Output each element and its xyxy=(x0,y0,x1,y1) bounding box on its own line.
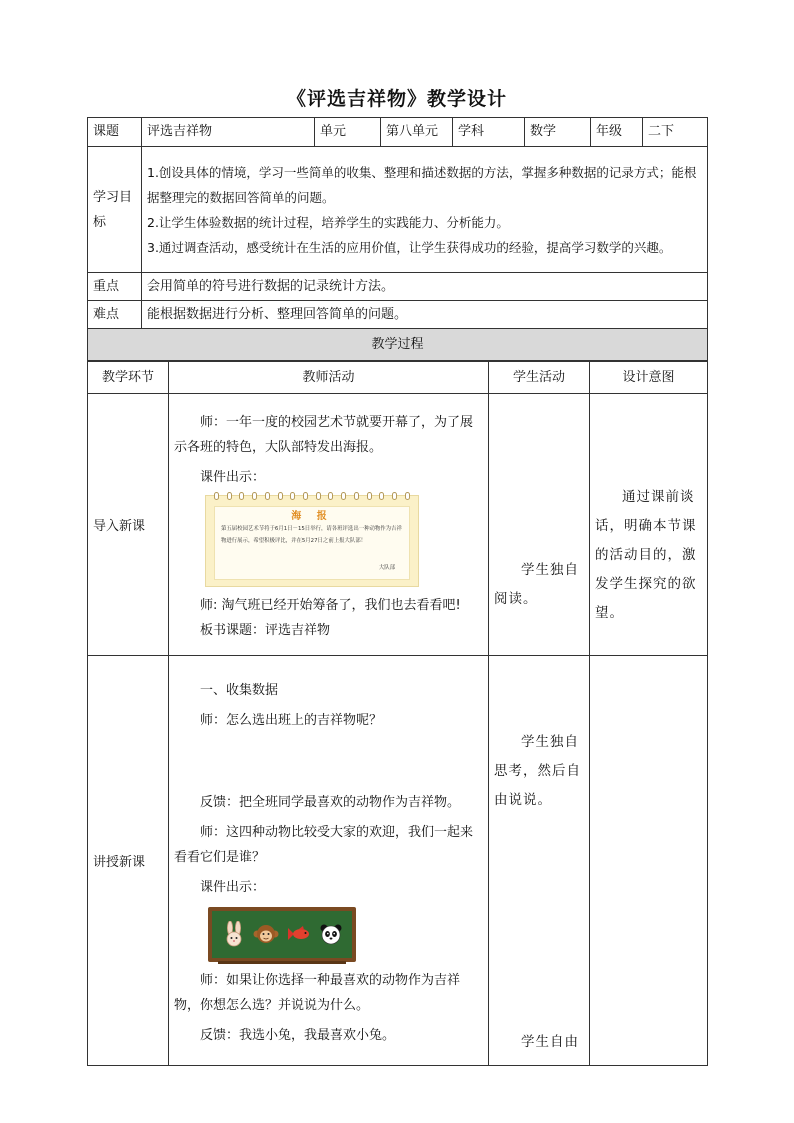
poster-body: 第五届校园艺术节将于6月1日－15日举行，请各班评选出一种动物作为吉祥物进行展示，希望积极评比，并在5月27日之前上报大队部！ xyxy=(221,526,402,544)
process-section-title: 教学过程 xyxy=(88,329,708,361)
intro-student-activity xyxy=(489,394,590,656)
teach-student-text-1: 学生独自思考，然后自由说说。 xyxy=(494,733,581,808)
unit-value: 第八单元 xyxy=(381,118,453,147)
difficulty-text: 能根据数据进行分析、整理回答简单的问题。 xyxy=(142,301,708,329)
intro-text-4: 板书课题：评选吉祥物 xyxy=(200,623,331,638)
poster-rings xyxy=(214,492,410,500)
intro-intent-text: 通过课前谈话，明确本节课的活动目的，激发学生探究的欲望。 xyxy=(595,488,697,621)
teach-text-6: 师：如果让你选择一种最喜欢的动物作为吉祥物，你想怎么选？并说说为什么。 xyxy=(174,972,461,1013)
key-point-label: 重点 xyxy=(88,273,142,301)
teach-stage: 讲授新课 xyxy=(88,656,169,1066)
teach-text-3: 反馈：把全班同学最喜欢的动物作为吉祥物。 xyxy=(200,794,461,810)
poster-paper xyxy=(214,506,410,580)
difficulty-label: 难点 xyxy=(88,301,142,329)
key-point-row xyxy=(88,273,708,301)
teach-text-1: 一、收集数据 xyxy=(200,682,279,698)
teach-text-7: 反馈：我选小兔，我最喜欢小兔。 xyxy=(200,1027,396,1043)
header-intent: 设计意图 xyxy=(590,362,708,394)
header-stage: 教学环节 xyxy=(88,362,169,394)
subject-value: 数学 xyxy=(525,118,591,147)
teach-teacher-activity xyxy=(169,656,489,1066)
topic-value: 评选吉祥物 xyxy=(142,118,315,147)
process-table xyxy=(87,361,708,1066)
teach-student-activity xyxy=(489,656,590,1066)
teach-text-2: 师：怎么选出班上的吉祥物呢？ xyxy=(200,712,383,728)
process-header-row xyxy=(88,362,708,394)
poster-sign: 大队部 xyxy=(378,565,395,571)
goal-item-2: 2.让学生体验数据的统计过程，培养学生的实践能力、分析能力。 xyxy=(147,214,509,230)
process-section-row xyxy=(88,329,708,361)
topic-label: 课题 xyxy=(88,118,142,147)
teach-text-5: 课件出示： xyxy=(200,879,266,895)
intro-text-3: 师: 淘气班已经开始筹备了，我们也去看看吧! xyxy=(200,598,461,613)
info-row xyxy=(88,118,708,147)
header-teacher: 教师活动 xyxy=(169,362,489,394)
unit-label: 单元 xyxy=(315,118,381,147)
panda-icon xyxy=(319,923,343,945)
animal-blackboard-image xyxy=(208,907,356,962)
difficulty-row xyxy=(88,301,708,329)
rabbit-icon xyxy=(222,921,246,947)
goals-label: 学习目标 xyxy=(88,147,142,273)
goal-item-1: 1.创设具体的情境，学习一些简单的收集、整理和描述数据的方法，掌握多种数据的记录方式；能根据整理完的数据回答简单的问题。 xyxy=(147,164,697,205)
goal-item-3: 3.通过调查活动，感受统计在生活的应用价值，让学生获得成功的经验，提高学习数学的兴趣。 xyxy=(147,239,672,255)
subject-label: 学科 xyxy=(453,118,525,147)
goals-row xyxy=(88,147,708,273)
header-student: 学生活动 xyxy=(489,362,590,394)
monkey-icon xyxy=(253,922,279,946)
poster-image xyxy=(205,495,419,587)
teach-student-text-2: 学生自由 xyxy=(521,1033,579,1050)
teach-design-intent xyxy=(590,656,708,1066)
intro-text-1: 师：一年一度的校园艺术节就要开幕了，为了展示各班的特色，大队部特发出海报。 xyxy=(174,415,474,455)
intro-design-intent xyxy=(590,394,708,656)
grade-value: 二下 xyxy=(643,118,708,147)
goldfish-icon xyxy=(286,925,312,943)
goals-content xyxy=(142,147,708,273)
intro-teacher-activity xyxy=(169,394,489,656)
teach-row xyxy=(88,656,708,1066)
intro-stage: 导入新课 xyxy=(88,394,169,656)
poster-title: 海 报 xyxy=(291,511,333,522)
teach-text-4: 师：这四种动物比较受大家的欢迎，我们一起来看看它们是谁？ xyxy=(174,824,474,865)
grade-label: 年级 xyxy=(591,118,643,147)
document-title: 《评选吉祥物》教学设计 xyxy=(286,88,507,110)
intro-student-text: 学生独自阅读。 xyxy=(494,562,579,607)
lesson-plan-table xyxy=(87,117,708,361)
intro-text-2: 课件出示： xyxy=(200,470,266,485)
key-point-text: 会用简单的符号进行数据的记录统计方法。 xyxy=(142,273,708,301)
intro-row xyxy=(88,394,708,656)
